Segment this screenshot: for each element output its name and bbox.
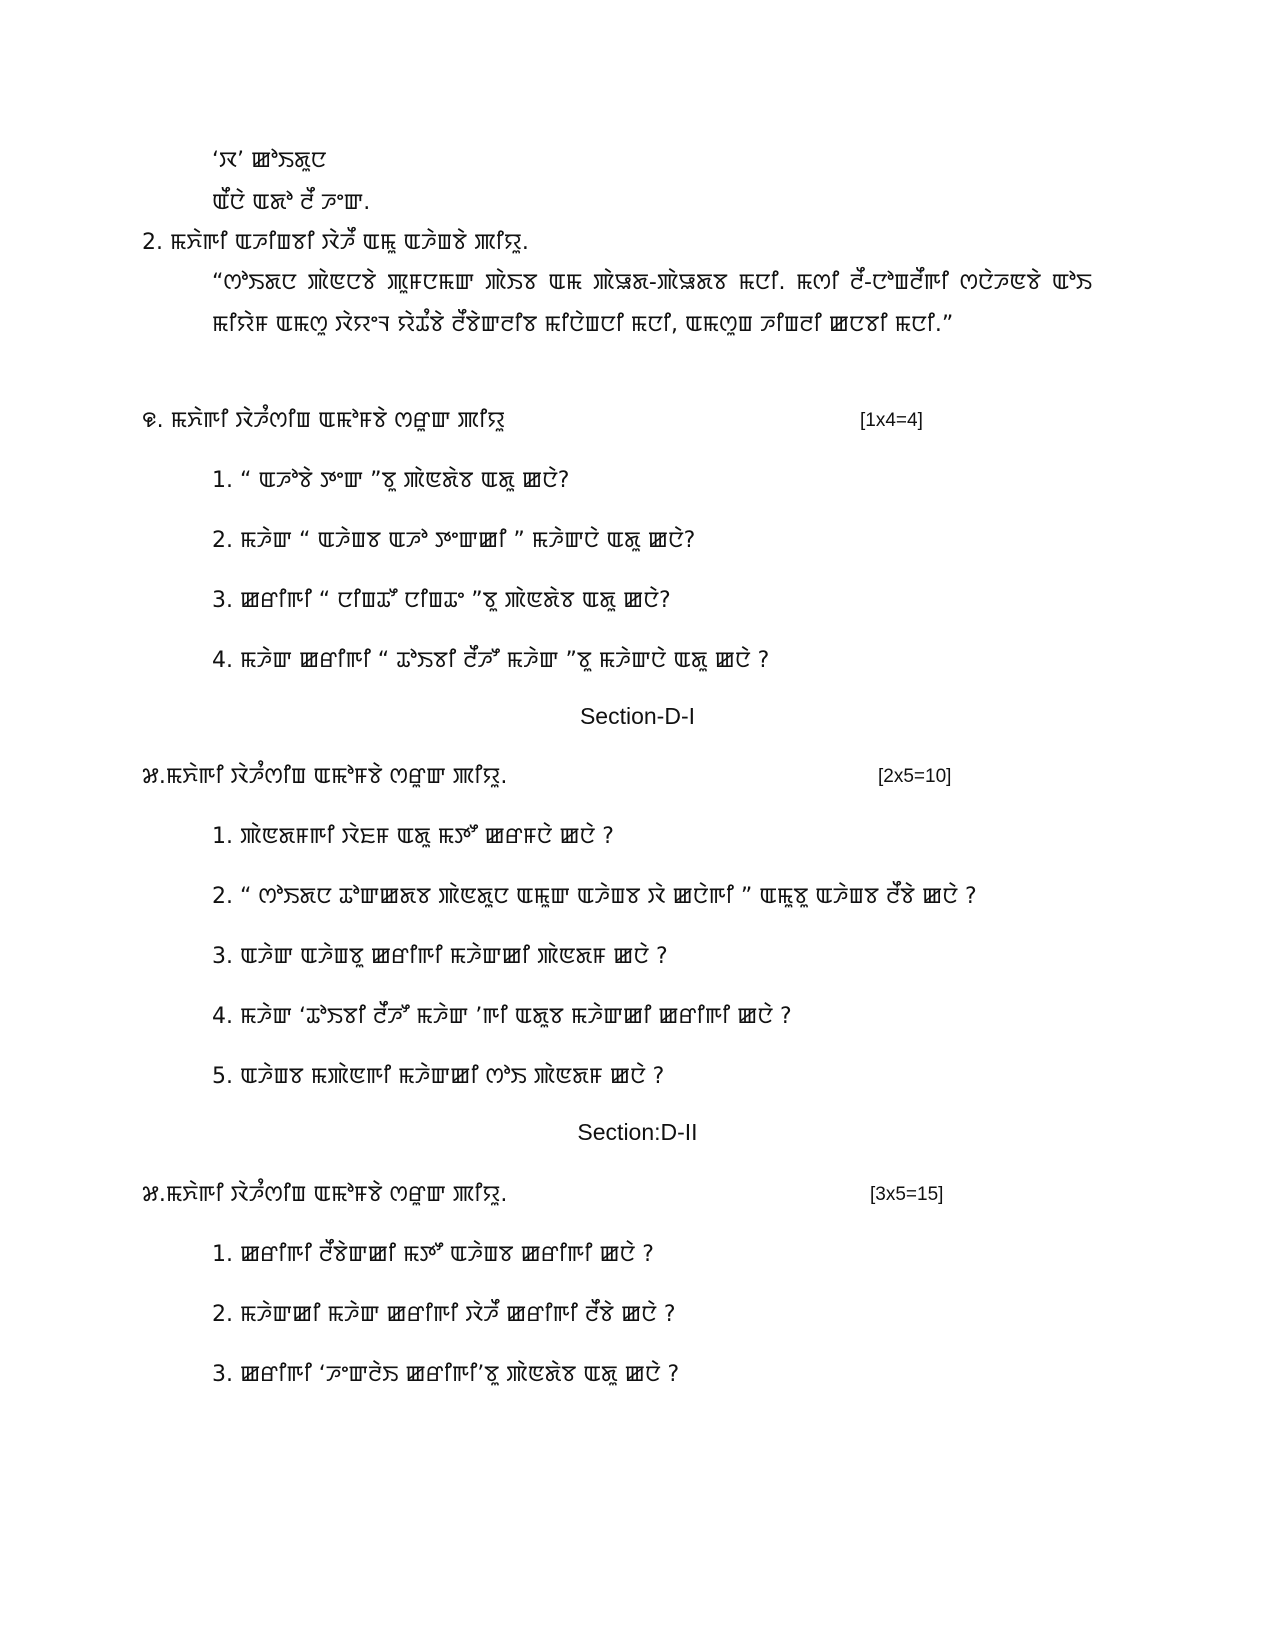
list-item: 1. “ ꯑꯍꯣꯕꯥ ꯇꯦꯛ ”ꯕꯨ ꯄꯥꯟꯗꯥꯕ ꯑꯗꯨ ꯀꯅꯥ? <box>212 468 570 493</box>
marks-label: [2x5=10] <box>878 766 952 787</box>
text-line: ‘ꯋ’ ꯀꯣꯏꯗꯨꯅ <box>212 148 327 173</box>
list-item: 1. ꯀꯔꯤꯒꯤ ꯂꯩꯕꯥꯛꯀꯤ ꯃꯇꯧ ꯑꯍꯥꯡꯕ ꯀꯔꯤꯒꯤ ꯀꯅꯥ ? <box>212 1242 654 1267</box>
marks-label: [1x4=4] <box>860 410 923 431</box>
list-item: 3. ꯑꯍꯥꯛ ꯑꯍꯥꯡꯕꯨ ꯀꯔꯤꯒꯤ ꯃꯍꯥꯛꯀꯤ ꯄꯥꯟꯗꯝ ꯀꯅꯥ ? <box>212 944 668 969</box>
list-item: 1. ꯄꯥꯟꯗꯝꯒꯤ ꯋꯥꯐꯝ ꯑꯗꯨ ꯃꯇꯧ ꯀꯔꯝꯅꯥ ꯀꯅꯥ ? <box>212 824 614 849</box>
question-2: 2. ꯃꯈꯥꯒꯤ ꯑꯍꯤꯡꯕꯤ ꯋꯥꯍꯩ ꯑꯃꯨ ꯑꯍꯥꯡꯕꯥ ꯄꯤꯌꯨ. <box>142 230 529 255</box>
question-4: ꯷.ꯃꯈꯥꯒꯤ ꯋꯥꯍꯪꯁꯤꯡ ꯑꯃꯣꯝꯕꯥ ꯁꯔꯨꯛ ꯄꯤꯌꯨ. <box>142 764 508 789</box>
section-heading: Section:D-II <box>577 1119 698 1145</box>
list-item: 5. ꯑꯍꯥꯡꯕ ꯃꯄꯥꯟꯒꯤ ꯃꯍꯥꯛꯀꯤ ꯁꯣꯏ ꯄꯥꯟꯗꯝ ꯀꯅꯥ ? <box>212 1064 665 1089</box>
list-item: 2. “ ꯁꯣꯏꯗꯅ ꯊꯣꯛꯀꯗꯕ ꯄꯥꯟꯗꯨꯅ ꯑꯃꯨꯛ ꯑꯍꯥꯡꯕ ꯋꯥ ꯀꯅꯥꯒꯤ ” ꯑꯃꯨꯕꯨ ꯑꯍꯥꯡꯕ ꯂꯩꯕꯥ ꯀꯅꯥ ? <box>212 884 977 909</box>
list-item: 4. ꯃꯍꯥꯛ ꯀꯔꯤꯒꯤ “ ꯊꯣꯏꯕꯤ ꯂꯩꯍꯧ ꯃꯍꯥꯛ ”ꯕꯨ ꯃꯍꯥꯛꯅꯥ ꯑꯗꯨ ꯀꯅꯥ ? <box>212 648 770 673</box>
section-heading: Section-D-I <box>579 703 696 729</box>
question-3: ꯶. ꯃꯈꯥꯒꯤ ꯋꯥꯍꯪꯁꯤꯡ ꯑꯃꯣꯝꯕꯥ ꯁꯔꯨꯛ ꯄꯤꯌꯨ <box>142 408 506 433</box>
list-item: 4. ꯃꯍꯥꯛ ‘ꯊꯣꯏꯕꯤ ꯂꯩꯍꯧ ꯃꯍꯥꯛ ’ꯒꯤ ꯑꯗꯨꯕ ꯃꯍꯥꯛꯀꯤ ꯀꯔꯤꯒꯤ ꯀꯅꯥ ? <box>212 1004 792 1029</box>
marks-label: [3x5=15] <box>870 1184 944 1205</box>
question-5: ꯷.ꯃꯈꯥꯒꯤ ꯋꯥꯍꯪꯁꯤꯡ ꯑꯃꯣꯝꯕꯥ ꯁꯔꯨꯛ ꯄꯤꯌꯨ. <box>142 1182 508 1207</box>
passage: “ꯁꯣꯏꯗꯅ ꯄꯥꯟꯅꯕꯥ ꯄꯨꯝꯅꯃꯛ ꯄꯥꯏꯕ ꯑꯃ ꯄꯥꯎꯗ-ꯄꯥꯎꯗꯕ ꯃꯅꯤ. ꯃꯁꯤ ꯂꯩ-ꯅꯣꯡꯂꯩꯒꯤ ꯁꯅꯥꯍꯟꯕꯥ ꯑꯣꯏ ꯃꯤꯌꯥꯝ ꯑꯃꯁꯨ ꯋꯥꯌꯦꯜ ꯌꯥꯊꯪꯕꯥ ꯂꯩꯕꯥꯛꯂꯤꯕ ꯃꯤꯅꯥꯡꯅꯤ ꯃꯅꯤ, ꯑꯃꯁꯨꯡ ꯍꯤꯡꯂꯤ ꯀꯅꯕꯤ ꯃꯅꯤ.” <box>212 270 1092 337</box>
list-item: 3. ꯀꯔꯤꯒꯤ ‘ꯍꯦꯛꯂꯥꯏ ꯀꯔꯤꯒꯤ’ꯕꯨ ꯄꯥꯟꯗꯥꯕ ꯑꯗꯨ ꯀꯅꯥ ? <box>212 1362 680 1387</box>
list-item: 3. ꯀꯔꯤꯒꯤ “ ꯅꯤꯡꯊꯧ ꯅꯤꯡꯊꯦ ”ꯕꯨ ꯄꯥꯟꯗꯥꯕ ꯑꯗꯨ ꯀꯅꯥ? <box>212 588 671 613</box>
text-line: ꯑꯩꯅꯥ ꯑꯗꯣ ꯂꯩ ꯍꯦꯛ. <box>212 190 371 215</box>
list-item: 2. ꯃꯍꯥꯛꯀꯤ ꯃꯍꯥꯛ ꯀꯔꯤꯒꯤ ꯋꯥꯍꯩ ꯀꯔꯤꯒꯤ ꯂꯩꯕꯥ ꯀꯅꯥ ? <box>212 1302 676 1327</box>
list-item: 2. ꯃꯍꯥꯛ “ ꯑꯍꯥꯡꯕ ꯑꯍꯣ ꯇꯦꯛꯀꯤ ” ꯃꯍꯥꯛꯅꯥ ꯑꯗꯨ ꯀꯅꯥ? <box>212 528 696 553</box>
